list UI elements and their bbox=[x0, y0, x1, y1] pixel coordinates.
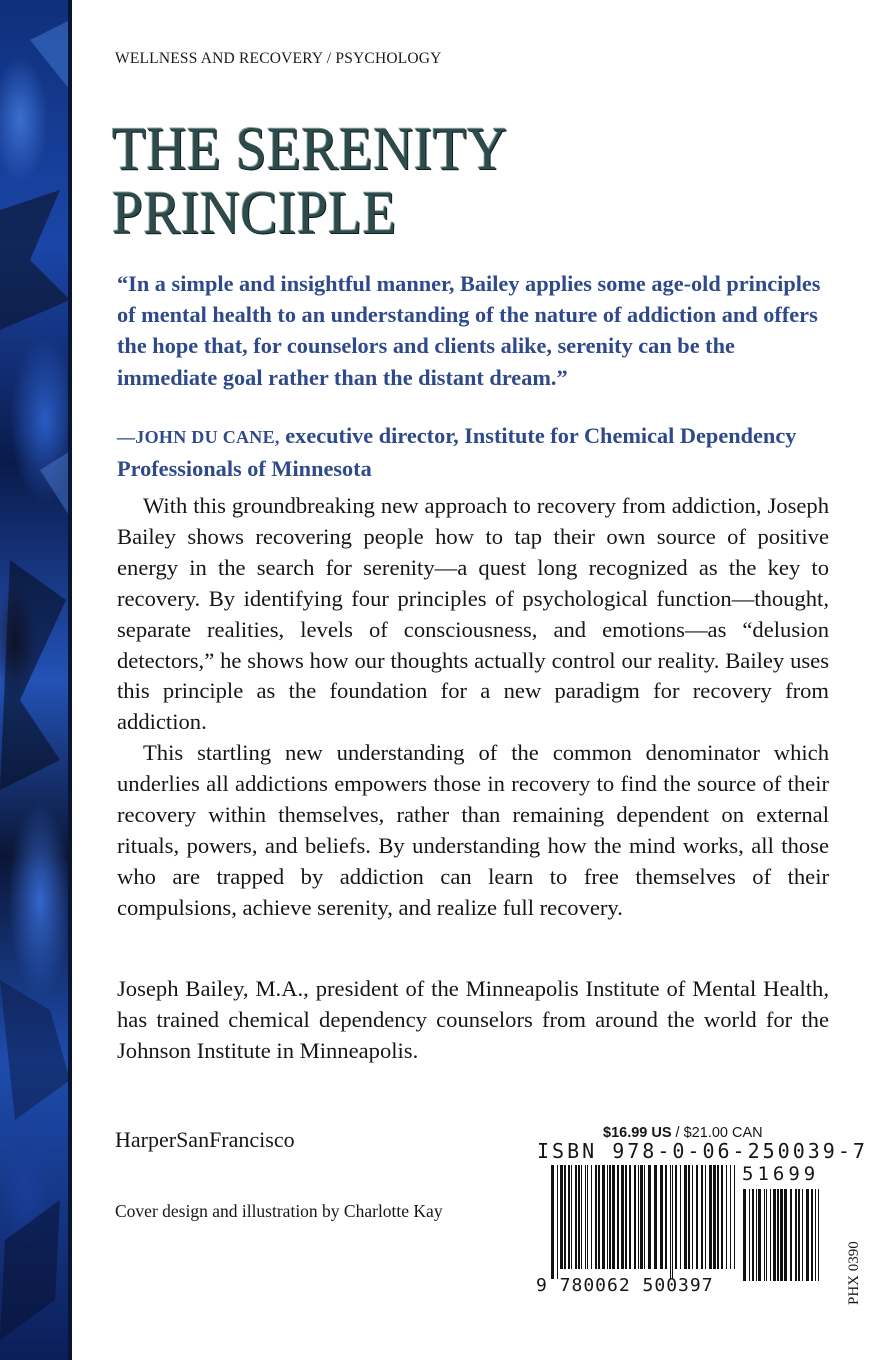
barcode-bar bbox=[756, 1189, 757, 1281]
barcode-bar bbox=[802, 1189, 803, 1281]
cover-spine-illustration bbox=[0, 0, 72, 1360]
description-paragraph-1: With this groundbreaking new approach to recovery from addiction, Joseph Bailey shows recovering people how to tap their own source of positive energy in the search for serenity—a quest long recognized as the key to recovery. By identifying four principles of psychological function—thought, separate realities, levels of consciousness, and emotions—as “delusion detectors,” he shows how our thoughts actually control our reality. Bailey uses this principle as the foundation for a new paradigm for recovery from addiction. bbox=[117, 493, 829, 735]
barcode-bar bbox=[734, 1165, 735, 1269]
barcode-bar bbox=[660, 1165, 663, 1269]
barcode-bar bbox=[640, 1165, 643, 1269]
book-title bbox=[112, 118, 508, 246]
barcode-bar bbox=[818, 1189, 819, 1281]
title-line-1: THE SERENITY bbox=[112, 116, 508, 183]
barcode-bar bbox=[758, 1189, 761, 1281]
barcode-bar bbox=[644, 1165, 645, 1269]
barcode-bar bbox=[780, 1189, 783, 1281]
spine-artwork bbox=[0, 0, 72, 1360]
barcode-bar bbox=[629, 1165, 631, 1269]
barcode-bar bbox=[581, 1165, 582, 1269]
title-line-2: PRINCIPLE bbox=[112, 180, 397, 247]
barcode-bar bbox=[609, 1165, 611, 1269]
barcode-bar bbox=[692, 1165, 693, 1269]
barcode-bar bbox=[675, 1165, 677, 1269]
barcode-bar bbox=[670, 1165, 671, 1279]
description-paragraph-2: This startling new understanding of the common denominator which underlies all addictions empowers those in recovery to find the source of their recovery within themselves, rather than remaining dependent on external rituals, powers, and beliefs. By understanding how the mind works, all those who are trapped by addiction can learn to free themselves of their compulsions, achieve serenity, and realize full recovery. bbox=[117, 740, 829, 920]
barcode-bar bbox=[688, 1165, 690, 1269]
barcode-bar bbox=[560, 1165, 563, 1269]
barcode-bar bbox=[773, 1189, 776, 1281]
barcode-bar bbox=[721, 1165, 723, 1269]
barcode-bar bbox=[557, 1165, 558, 1279]
barcode-bar bbox=[766, 1189, 767, 1281]
catalog-code: PHX 0390 bbox=[846, 1241, 862, 1305]
barcode-bar bbox=[591, 1165, 592, 1269]
barcode-bar bbox=[684, 1165, 687, 1269]
barcode-bar bbox=[578, 1165, 580, 1269]
barcode-bar bbox=[726, 1165, 727, 1269]
barcode-bar bbox=[777, 1189, 779, 1281]
barcode-bar bbox=[743, 1189, 746, 1281]
barcode-bar bbox=[625, 1165, 627, 1269]
barcode-bar bbox=[680, 1165, 681, 1269]
barcode-bar bbox=[617, 1165, 619, 1269]
barcode-digits: 9 780062 500397 bbox=[536, 1275, 714, 1296]
isbn-label: ISBN 978-0-06-250039-7 bbox=[537, 1139, 868, 1163]
barcode-addon-digits: 51699 bbox=[742, 1163, 820, 1185]
endorsement-quote: “In a simple and insightful manner, Bailey applies some age-old principles of mental health to an understanding of the nature of addiction and offers the hope that, for counselors and clients alike, serenity can be the immediate goal rather than the distant dream.” bbox=[117, 271, 821, 390]
barcode-bar bbox=[752, 1189, 754, 1281]
barcode-bar bbox=[585, 1165, 586, 1269]
barcode-bar bbox=[730, 1165, 731, 1269]
barcode-bar bbox=[575, 1165, 577, 1269]
barcode-bar bbox=[713, 1165, 716, 1269]
barcode-bar bbox=[705, 1165, 706, 1269]
barcode-bar bbox=[784, 1189, 787, 1281]
barcode-bar bbox=[717, 1165, 719, 1269]
barcode-bar bbox=[607, 1165, 608, 1269]
barcode-bar bbox=[587, 1165, 588, 1269]
barcode-bar bbox=[612, 1165, 615, 1269]
barcode-bar bbox=[672, 1165, 673, 1279]
barcode-bar bbox=[634, 1165, 636, 1269]
barcode-bar bbox=[638, 1165, 639, 1269]
barcode-addon-bars bbox=[743, 1189, 819, 1281]
barcode-bar bbox=[602, 1165, 605, 1269]
barcode-bar bbox=[564, 1165, 566, 1269]
barcode-bar bbox=[764, 1189, 765, 1281]
spine-edge bbox=[68, 0, 72, 1360]
barcode-bar bbox=[815, 1189, 816, 1281]
barcode-bar bbox=[795, 1189, 797, 1281]
attribution-name: —JOHN DU CANE, bbox=[117, 427, 280, 447]
author-bio: Joseph Bailey, M.A., president of the Minneapolis Institute of Mental Health, has trained chemical dependency counselors from around the world for the Johnson Institute in Minneapolis. bbox=[117, 976, 829, 1063]
category-label: WELLNESS AND RECOVERY / PSYCHOLOGY bbox=[115, 50, 442, 67]
barcode-bar bbox=[654, 1165, 657, 1269]
barcode-bar bbox=[709, 1165, 712, 1269]
barcode-bar bbox=[749, 1189, 750, 1281]
barcode-bar bbox=[811, 1189, 813, 1281]
attribution-role: executive director, Institute for Chemical Dependency Professionals of Minnesota bbox=[117, 423, 797, 481]
barcode-bar bbox=[551, 1165, 554, 1279]
barcode-bar bbox=[571, 1165, 572, 1269]
barcode-bar bbox=[598, 1165, 600, 1269]
book-description bbox=[117, 491, 829, 924]
publisher-name: HarperSanFrancisco bbox=[115, 1127, 295, 1152]
barcode-main-bars bbox=[551, 1165, 735, 1279]
barcode-bar bbox=[568, 1165, 570, 1269]
barcode-bar bbox=[806, 1189, 809, 1281]
barcode-bar bbox=[770, 1189, 771, 1281]
barcode-bar bbox=[621, 1165, 624, 1269]
barcode-bar bbox=[648, 1165, 651, 1269]
barcode-bar bbox=[696, 1165, 698, 1269]
cover-credit: Cover design and illustration by Charlotte Kay bbox=[115, 1201, 443, 1221]
barcode-bar bbox=[665, 1165, 667, 1269]
barcode-bar bbox=[595, 1165, 597, 1269]
price-can: / $21.00 CAN bbox=[671, 1125, 763, 1141]
price-us: $16.99 US bbox=[603, 1125, 672, 1141]
barcode-bar bbox=[701, 1165, 703, 1269]
endorsement-attribution bbox=[117, 420, 829, 484]
barcode-bar bbox=[798, 1189, 800, 1281]
barcode-bar bbox=[790, 1189, 792, 1281]
